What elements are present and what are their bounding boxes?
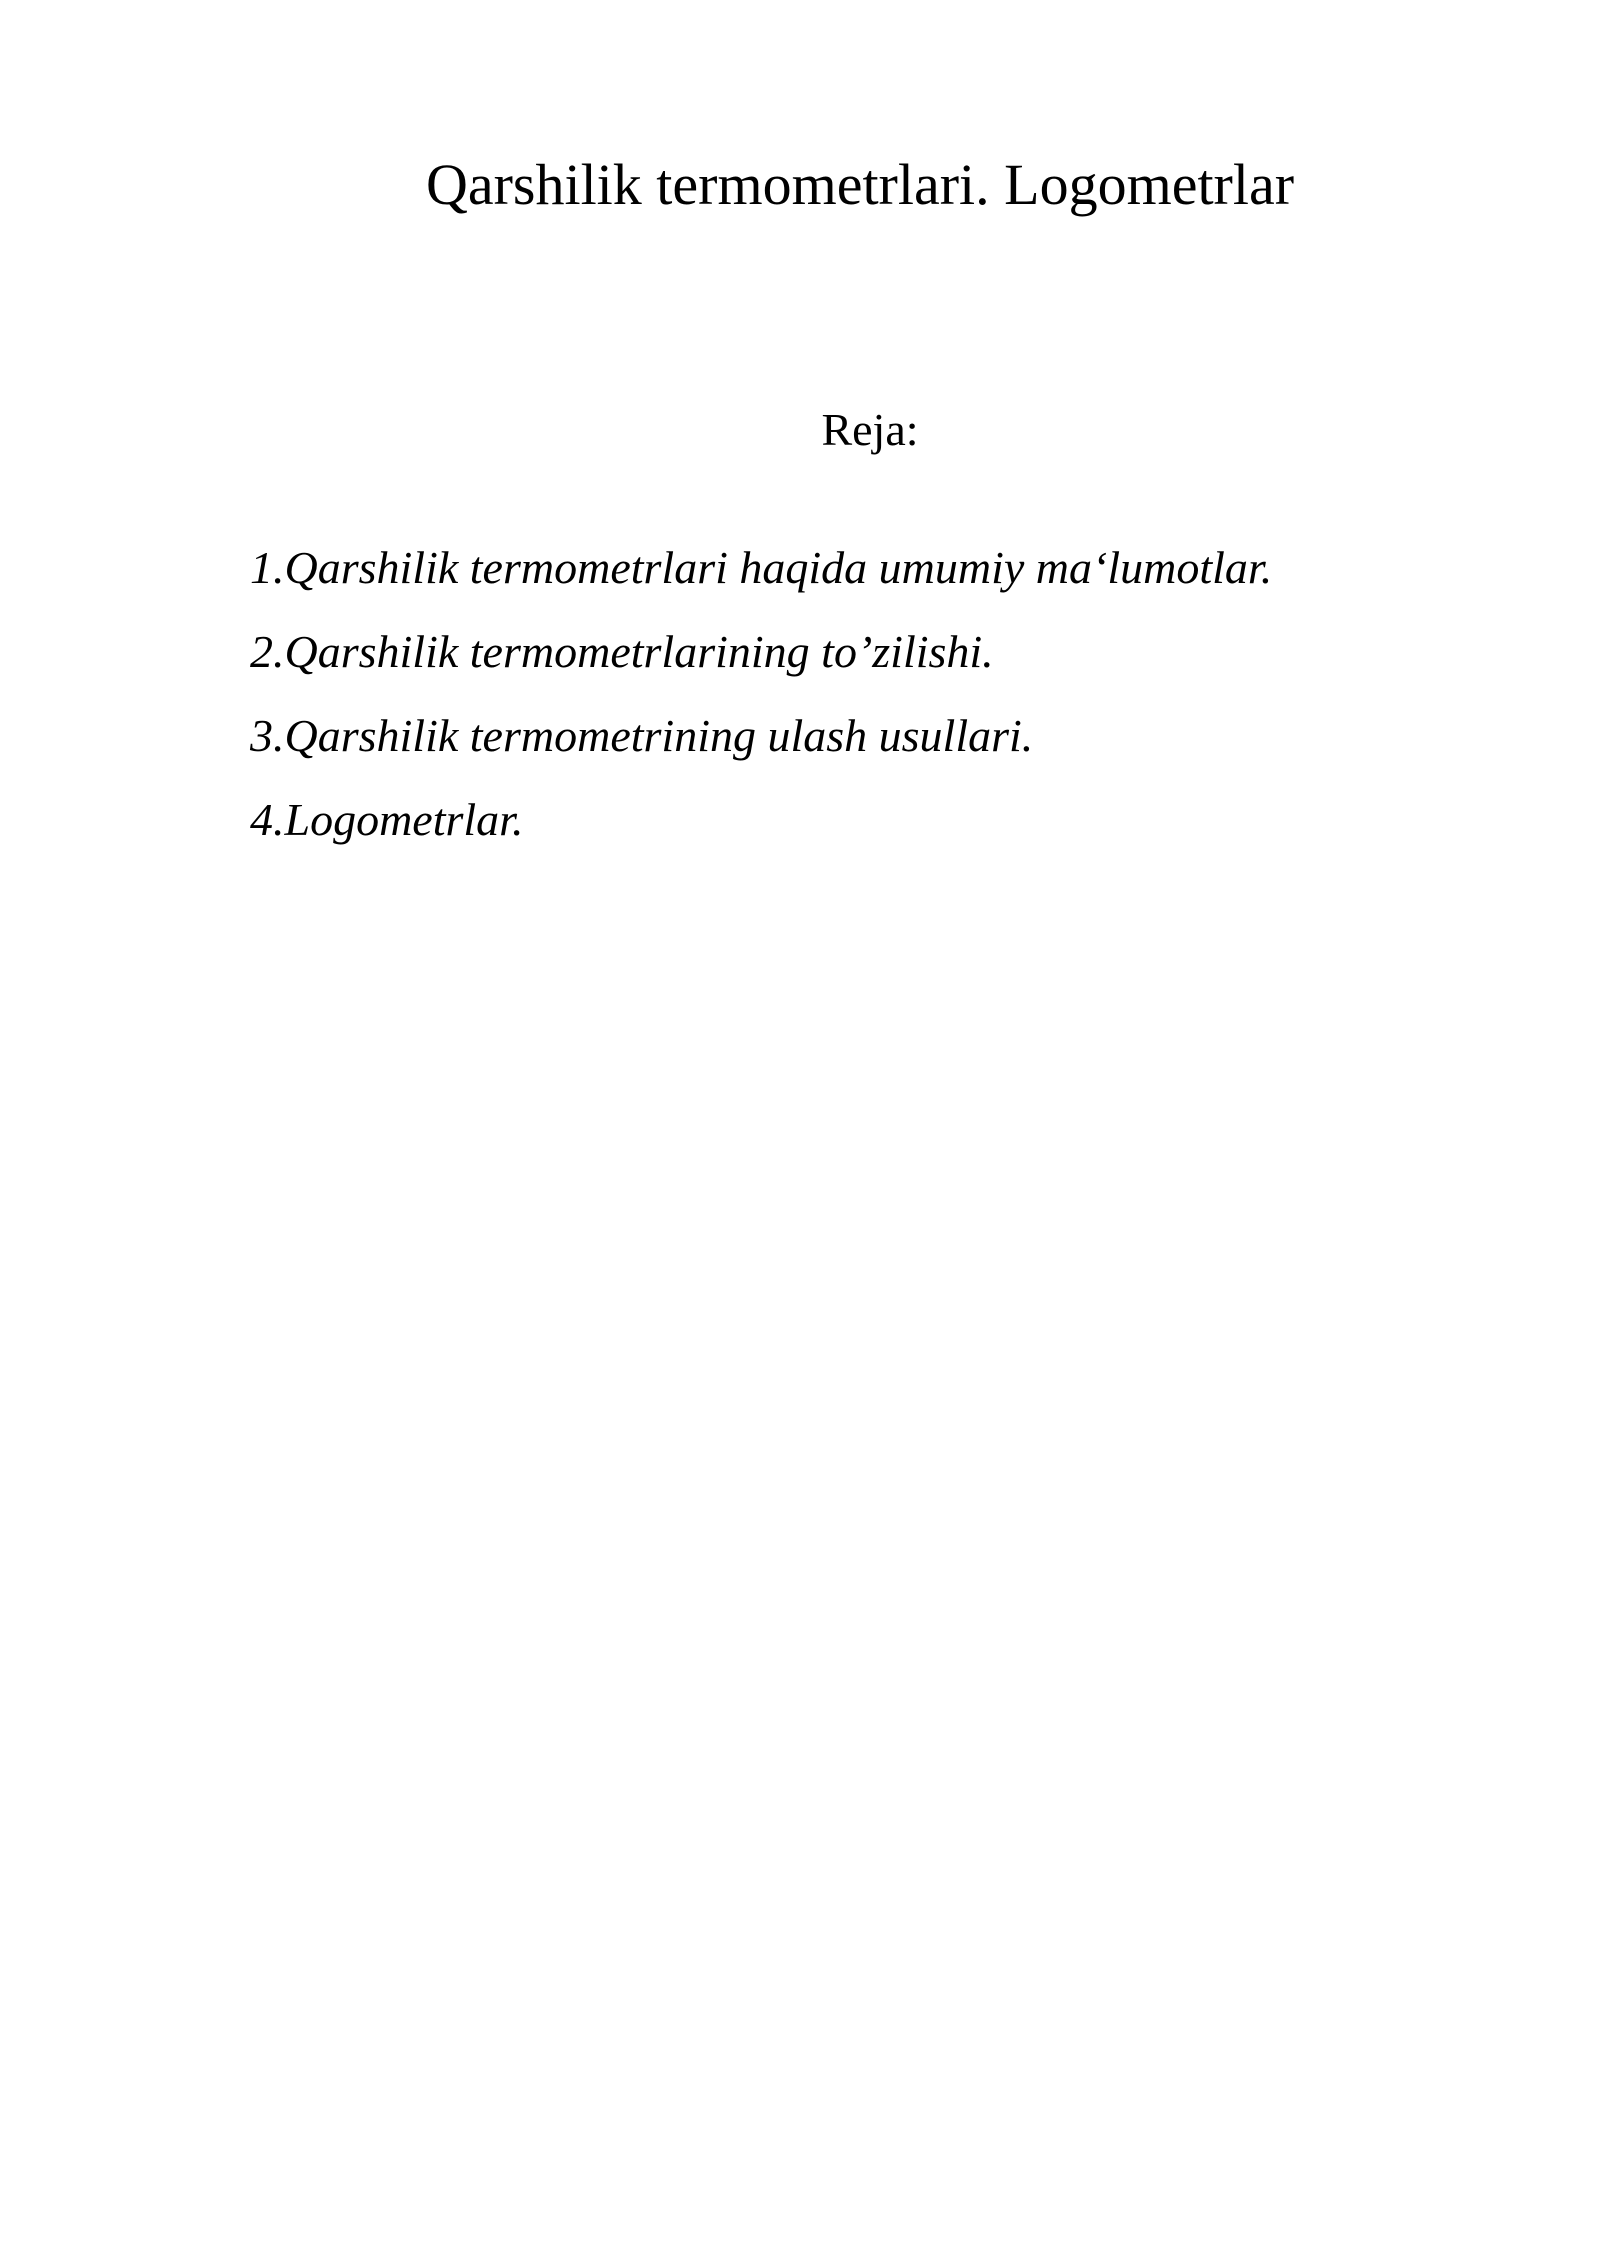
plan-list <box>250 526 1272 862</box>
plan-item-3: 3.Qarshilik termometrining ulash usullari. <box>250 710 1034 761</box>
plan-item-4: 4.Logometrlar. <box>250 794 524 845</box>
plan-heading: Reja: <box>821 404 919 455</box>
plan-item-2: 2.Qarshilik termometrlarining to’zilishi. <box>250 626 994 677</box>
page-title: Qarshilik termometrlari. Logometrlar <box>425 152 1295 217</box>
plan-item-1: 1.Qarshilik termometrlari haqida umumiy ma‘lumotlar. <box>250 542 1273 593</box>
